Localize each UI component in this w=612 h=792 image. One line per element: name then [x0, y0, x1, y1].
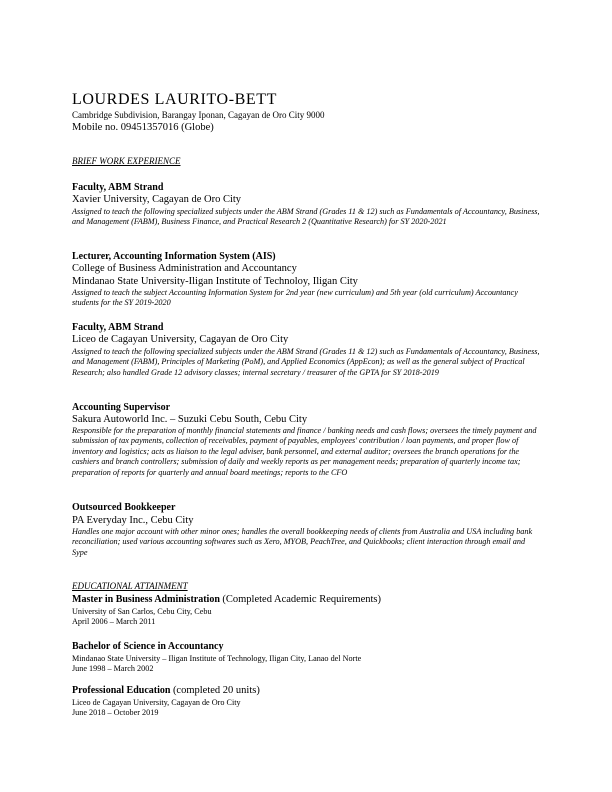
education-degree	[72, 594, 381, 605]
job-title: Lecturer, Accounting Information System (AIS)	[72, 251, 276, 262]
degree-name: Master in Business Administration	[72, 594, 220, 605]
work-section-title: BRIEF WORK EXPERIENCE	[72, 156, 181, 166]
job-description: Assigned to teach the following specialized subjects under the ABM Strand (Grades 11 & 12) such as Fundamentals of Accountancy, Business, and Management (FABM), Business Finance, and Practical Research 2 (Quantitative Research) for SY 2020-2021	[72, 207, 540, 227]
job-description: Assigned to teach the following specialized subjects under the ABM Strand (Grades 11 & 12) such as Fundamentals of Accountancy, Business, and Management (FABM), Principles of Marketing (PoM), and Applied Economics (AppEcon); as well as the general subject of Practical Research; also handled Grade 12 advisory classes; internal secretary / treasurer of the GPTA for SY 2018-2019	[72, 347, 540, 377]
education-school: Liceo de Cagayan University, Cagayan de Oro City	[72, 698, 241, 707]
job-organization: Xavier University, Cagayan de Oro City	[72, 194, 242, 205]
job-title: Outsourced Bookkeeper	[72, 502, 176, 513]
education-school: University of San Carlos, Cebu City, Cebu	[72, 607, 212, 616]
job-organization: PA Everyday Inc., Cebu City	[72, 515, 194, 526]
job-description: Responsible for the preparation of monthly financial statements and finance / banking needs and cash flows; oversees the timely payment and submission of tax payments, collection of receivables, payment of payables, employees' contribution / loan payments, and proper flow of inventory and logistics; acts as liaison to the legal adviser, bank personnel, and external auditor; oversees the branch operations for the cashiers and branch controllers; submission of daily and weekly reports as per management needs; preparation of quarterly income tax; preparation of reports for quarterly and annual board meetings; reports to the CFO	[72, 426, 537, 477]
job-title: Faculty, ABM Strand	[72, 322, 164, 333]
degree-name: Bachelor of Science in Accountancy	[72, 641, 224, 652]
degree-name: Professional Education	[72, 685, 171, 696]
job-organization: Mindanao State University-Iligan Institute of Technoloy, Iligan City	[72, 276, 358, 287]
degree-note: (Completed Academic Requirements)	[222, 594, 382, 605]
job-title: Faculty, ABM Strand	[72, 182, 164, 193]
education-dates: June 1998 – March 2002	[72, 664, 154, 673]
applicant-mobile: Mobile no. 09451357016 (Globe)	[72, 122, 214, 133]
job-description: Assigned to teach the subject Accounting Information System for 2nd year (new curriculum) and 5th year (old curriculum) Accountancy students for the SY 2019-2020	[72, 288, 518, 308]
applicant-address: Cambridge Subdivision, Barangay Iponan, Cagayan de Oro City 9000	[72, 110, 325, 120]
education-dates: June 2018 – October 2019	[72, 708, 159, 717]
education-school: Mindanao State University – Iligan Institute of Technology, Iligan City, Lanao del Norte	[72, 654, 362, 663]
education-section-title: EDUCATIONAL ATTAINMENT	[72, 581, 188, 591]
job-organization: Sakura Autoworld Inc. – Suzuki Cebu South, Cebu City	[72, 414, 308, 425]
job-title: Accounting Supervisor	[72, 402, 171, 413]
job-organization: Liceo de Cagayan University, Cagayan de Oro City	[72, 334, 289, 345]
applicant-name: LOURDES LAURITO-BETT	[72, 91, 278, 108]
education-degree	[72, 685, 260, 696]
job-organization: College of Business Administration and Accountancy	[72, 263, 297, 274]
degree-note: (completed 20 units)	[172, 685, 260, 696]
job-description: Handles one major account with other minor ones; handles the overall bookkeeping needs of clients from Australia and USA including bank reconciliation; used various accounting softwares such as Xero, MYOB, PeachTree, and Quickbooks; client interaction through email and Sype	[72, 527, 533, 557]
education-degree	[72, 641, 223, 652]
education-dates: April 2006 – March 2011	[72, 617, 156, 626]
